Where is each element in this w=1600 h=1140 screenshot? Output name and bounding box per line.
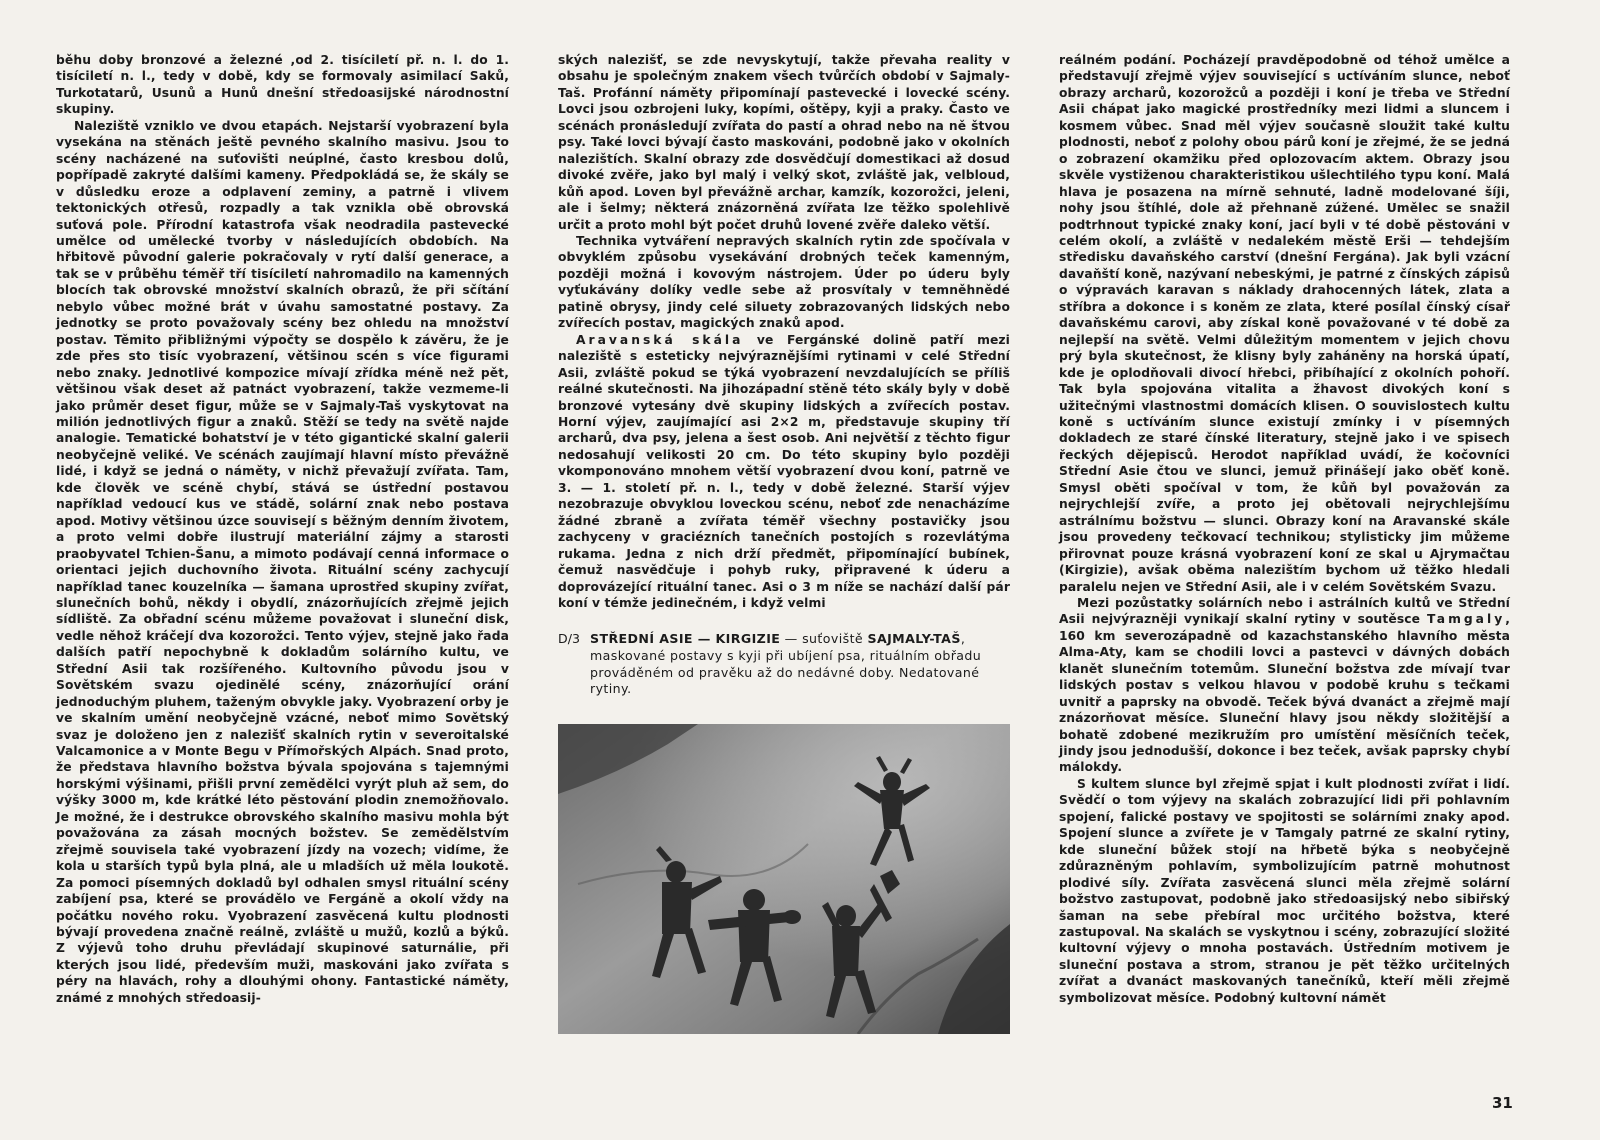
spaced-term: Aravanská skála [576, 332, 744, 347]
spaced-term: Tamgaly [1426, 612, 1506, 627]
figure-caption [558, 631, 1010, 697]
paragraph: Technika vytváření nepravých skalních rytin zde spočívala v obvyklém způsobu vysekávání drobných teček kamenným, později možná i kovovým nástrojem. Úder po úderu byly vyťukávány dolíky vedle sebe až prosvítaly v temněhnědé patině obrysy, jindy celé siluety zobrazovaných lidských nebo zvířecích postav, magických znaků apod. [558, 233, 1010, 331]
paragraph-text: Mezi pozůstatky solárních nebo i astrálních kultů ve Střední Asii nejvýrazněji vynikají skalní rytiny v soutěsce [1059, 595, 1510, 627]
paragraph: ských nalezišť, se zde nevyskytují, takže převaha reality v obsahu je společným znakem všech tvůrčích období v Sajmaly-Taš. Profánní náměty připomínají pastevecké i lovecké scény. Lovci jsou ozbrojeni luky, kopími, oštěpy, kyji a praky. Často ve scénách pronásledují zvířata do pastí a ohrad nebo na ně štvou psy. Také lovci bývají často maskováni, podobně jako v okolních nalezištích. Skalní obrazy zde dosvědčují domestikaci až dosud divoké zvěře, jako byl malý i velký skot, zvláště jak, velbloud, kůň apod. Loven byl převážně archar, kamzík, kozorožci, jeleni, ale i šelmy; některá znázorněná zvířata lze těžko spolehlivě určit a proto mohl být počet druhů lovené zvěře daleko větší. [558, 53, 1010, 232]
paragraph-text: ve Fergánské dolině patří mezi naleziště s esteticky nejvýraznějšími rytinami v celé Střední Asii, zvláště pokud se týká vyobrazení nevzdalujících se příliš reálné skutečnosti. Na jihozápadní stěně této skály byly v době bronzové vytesány dvě skupiny lidských a zvířecích postav. Horní výjev, zaujímající asi 2×2 m, představuje skupiny tří archarů, dva psy, jelena a šest osob. Ani největší z těchto figur nedosahují velikosti 20 cm. Do této skupiny bylo později vkomponováno mnohem větší vyobrazení dvou koní, patrně ve 3. — 1. století př. n. l., tedy v době železné. Starší výjev nezobrazuje obvyklou loveckou scénu, neboť zde nenacházíme žádné zbraně a zvířata téměř všechny postavičky jsou zachyceny v graciézních tanečních postojích s rozevlátýma rukama. Jedna z nich drží předmět, připomínající bubínek, čemuž nasvědčuje i pohyb ruky, připravené k úderu a doprovázející rituální tanec. Asi o 3 m níže se nachází další pár koní v témže jedinečném, i když velmi [558, 332, 1010, 610]
caption-text [590, 631, 1010, 697]
paragraph [1059, 595, 1510, 776]
caption-title-1: STŘEDNÍ ASIE — KIRGIZIE [590, 631, 781, 647]
paragraph [558, 332, 1010, 612]
column-3 [1059, 52, 1510, 1006]
paragraph: Naleziště vzniklo ve dvou etapách. Nejstarší vyobrazení byla vysekána na stěnách ještě pevného skalního masivu. Jsou to scény nacházené na suťovišti neúplné, často kresbou dolů, popřípadě zakryté dalšími kameny. Předpokládá se, že skály se v důsledku eroze a odplavení zeminy, a patrně i vlivem tektonických otřesů, rozpadly a tak vznikla obě obrovská suťová pole. Přírodní katastrofa však neodradila pastevecké umělce od umělecké tvorby v následujících obdobích. Na hřbitově původní galerie pokračovaly v rytí další generace, a tak se v průběhu téměř tří tisíciletí nahromadilo na kamenných blocích tak obrovské množství skalních obrazů, že při sčítání nebylo vůbec možné brát v úvahu samostatné postavy. Za jednotky se proto považovaly scény bez ohledu na množství postav. Těmito přibližnými výpočty se dospělo k závěru, že je zde přes sto tisíc vyobrazení, většinou scén s více figurami nebo znaky. Jednotlivé kompozice mívají zřídka méně než pět, většinou však deset až patnáct vyobrazení, takže vezmeme-li jako průměr deset figur, může se v Sajmaly-Taš vyskytovat na milión jednotlivých figur a znaků. Stěží se tedy na světě najde analogie. Tematické bohatství je v této gigantické skalní galerii neobyčejně veliké. Ve scénách zaujímají hlavní místo převážně lidé, i když se jedná o náměty, v nichž převažují zvířata. Tam, kde člověk ve scéně chybí, stává se ústřední postavou například vedoucí kus ve stádě, solární znak nebo postava apod. Motivy většinou úzce souvisejí s běžným denním životem, a proto velmi dobře ilustrují materiální zájmy a starosti praobyvatel Tchien-Šanu, a mimoto podávají cenná informace o orientaci jejich duchovního života. Rituální scény zachycují například tanec kouzelníka — šamana uprostřed skupiny zvířat, slunečních bohů, někdy i obydlí, znázorňujících zřejmě jejich sídliště. Za obřadní scénu můžeme považovat i sluneční disk, vedle něhož kráčejí dva kozorožci. Tento výjev, stejně jako řada dalších patří nepochybně k dokladům solárního kultu, ve Střední Asii tak rozšířeného. Kultovního původu jsou v Sovětském svazu ojedinělé scény, znázorňující orání jednoduchým pluhem, taženým obvykle jaky. Vyobrazení orby je ve skalním umění neobyčejně vzácné, neboť mimo Sovětský svaz je doloženo jen z nalezišť skalních rytin v severoitalské Valcamonice a v Monte Begu v Přímořských Alpách. Snad proto, že představa hlavního božstva bývala spojována s tajemnými horskými výšinami, přišli první zemědělci vyrýt pluh až sem, do výšky 3000 m, kde krátké léto pěstování plodin znemožňovalo. Je možné, že i destrukce obrovského skalního masivu mohla být považována za zásah mocných božstev. Se zemědělstvím zřejmě souvisela také vyobrazení jízdy na vozech; vidíme, že kola u starších typů byla plná, ale u mladších už měla loukotě. Za pomoci písemných dokladů byl odhalen smysl rituální scény zabíjení psa, které se provádělo ve Fergáně a okolí vždy na počátku nového roku. Vyobrazení zasvěcená kultu plodnosti bývají provedena značně reálně, zvláště u mužů, kozlů a býků. Z výjevů toho druhu převládají skupinové saturnálie, při kterých jsou lidé, především muži, maskováni jako zvířata s péry na hlavách, rohy a dlouhými ohony. Fantastické náměty, známé z mnohých středoasij- [56, 118, 509, 1005]
paragraph: běhu doby bronzové a železné ,od 2. tisíciletí př. n. l. do 1. tisíciletí n. l., tedy v době, kdy se formovaly asimilací Saků, Turkotatarů, Usunů a Hunů dnešní středoasijské národnostní skupiny. [56, 53, 509, 117]
paragraph-text: , 160 km severozápadně od kazachstanského hlavního města Alma-Aty, kam se chodili lovci a pastevci v dávných dobách klanět slunečním totemům. Sluneční božstva zde mívají tvar lidských postav s velkou hlavou v podobě kruhu s tečkami uvnitř a paprsky na obvodě. Teček bývá dvanáct a zřejmě mají znázorňovat měsíce. Sluneční hlavy jsou někdy složitější a bohatě zdobené mezikružím pro umístění měsíčních teček, jindy jsou jednodušší, dokonce i bez teček, avšak paprsky chybí málokdy. [1059, 612, 1510, 775]
rock-art-photo [558, 724, 1010, 1034]
paragraph: S kultem slunce byl zřejmě spjat i kult plodnosti zvířat i lidí. Svědčí o tom výjevy na skalách zobrazující lidi při pohlavním spojení, falické postavy ve spojitosti se solárními znaky apod. Spojení slunce a zvířete je v Tamgaly patrné ze skalní rytiny, kde sluneční bůžek stojí na hřbetě býka s neobyčejně zdůrazněným pohlavím, symbolizujícím patrně mohutnost plodivé síly. Zvířata zasvěcená slunci měla zřejmě solární božstvo zastupovat, podobně jako středoasijský nebo sibiřský šaman na sebe přebíral moc určitého božstva, které zastupoval. Na skalách se vyskytnou i scény, zobrazující složité kultovní výjevy o mnoha postavách. Ústředním motivem je sluneční postava a strom, stranou je pět těžko určitelných zvířat a dvanáct maskovaných tanečníků, kteří měli zřejmě symbolizovat měsíce. Podobný kultovní námět [1059, 776, 1510, 1005]
caption-title-2: SAJMALY-TAŠ [867, 631, 961, 647]
paragraph: reálném podání. Pocházejí pravděpodobně od téhož umělce a představují zřejmě výjev související s uctíváním slunce, neboť obrazy archarů, kozorožců a později i koní je třeba ve Střední Asii chápat jako magické prostředníky mezi lidmi a sluncem i kosmem vůbec. Snad měl výjev současně sloužit také kultu plodnosti, neboť z polohy obou párů koní je zřejmé, že se jedná o zobrazení okamžiku před oplozovacím aktem. Obrazy jsou skvěle vystiženou charakteristikou ušlechtilého typu koní. Malá hlava je posazena na mírně sehnuté, ladně modelované šíji, nohy jsou štíhlé, dole až přehnaně zúžené. Umělec se snažil podtrhnout typické znaky koní, jací byli v té době pěstováni v celém okolí, a zvláště v nedalekém městě Erši — tehdejším středisku davaňského carství (dnešní Fergána). Jak byli vzácní davaňští koně, nazývaní nebeskými, je patrné z čínských zápisů o výpravách karavan s náklady drahocenných látek, zlata a stříbra a dokonce i s koněm ze zlata, které posílal čínský císař davaňskému carovi, aby získal koně považované v té době za nejlepší na světě. Velmi důležitým momentem v jejich chovu prý byla skutečnost, že klisny byly zaháněny na horská úpatí, kde je oplodňovali divocí hřebci, přibíhající z okolních pohoří. Tak byla spojována vitalita a žhavost divokých koní s užitečnými vlastnostmi domácích klisen. O souvislostech kultu koně s uctíváním slunce existují zmínky i v písemných dokladech ze staré čínské literatury, stejně jako i ve spisech řeckých dějepisců. Herodot například uvádí, že kočovníci Střední Asie čtou ve slunci, jemuž přinášejí jako oběť koně. Smysl oběti spočíval v tom, že kůň byl považován za nejrychlejší zvíře, a proto jej obětovali nejrychlejšímu astrálnímu božstvu — slunci. Obrazy koní na Aravanské skále jsou provedeny tečkovací technikou; stylisticky jim můžeme přirovnat pouze krásná vyobrazení koní ze skal u Ajrymačtau (Kirgizie), avšak oběma nalezištím bychom už těžko hledali paralelu nejen ve Střední Asii, ale i v celém Sovětském Svazu. [1059, 53, 1510, 594]
figure-code: D/3 [558, 631, 580, 647]
caption-mid: — suťoviště [780, 631, 868, 647]
page-number: 31 [1492, 1094, 1513, 1112]
column-1 [56, 52, 509, 1006]
column-2 [558, 52, 1010, 1034]
caption-rest: , maskované postavy s kyji při ubíjení psa, rituálním obřadu prováděném od pravěku až do nedávné doby. Nedatované rytiny. [590, 631, 982, 697]
